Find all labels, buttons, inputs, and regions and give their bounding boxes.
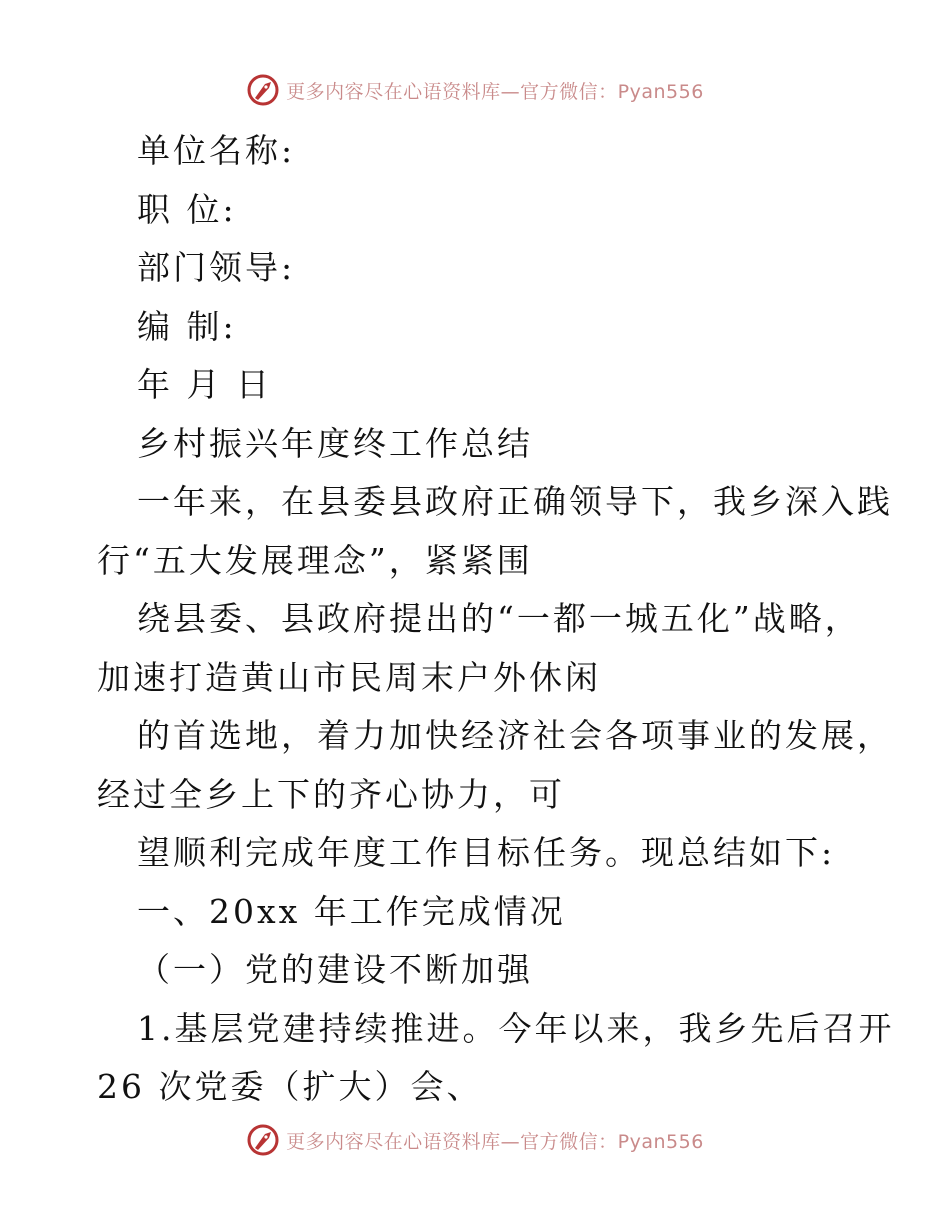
document-line: 行“五大发展理念”，紧紧围 xyxy=(97,540,533,580)
footer-banner-text: 更多内容尽在心语资料库—官方微信：Pyan556 xyxy=(286,1130,704,1153)
document-line: 乡村振兴年度终工作总结 xyxy=(137,423,533,463)
document-line: 编 制: xyxy=(137,306,237,346)
pen-nib-logo-icon xyxy=(246,1123,280,1157)
document-line: 26 次党委（扩大）会、 xyxy=(97,1067,483,1106)
document-line: 望顺利完成年度工作目标任务。现总结如下: xyxy=(137,833,836,872)
document-line: 绕县委、县政府提出的“一都一城五化”战略， xyxy=(137,599,861,638)
pen-nib-logo-icon xyxy=(246,73,280,107)
document-line: 一年来，在县委县政府正确领导下，我乡深入践 xyxy=(137,482,893,521)
document-line: （一）党的建设不断加强 xyxy=(137,950,533,989)
document-line: 经过全乡上下的齐心协力，可 xyxy=(97,774,565,814)
document-line: 一、20xx 年工作完成情况 xyxy=(137,891,566,931)
document-line: 部门领导: xyxy=(137,248,296,287)
document-line: 的首选地，着力加快经济社会各项事业的发展， xyxy=(137,716,893,755)
footer-banner xyxy=(0,1120,950,1160)
document-line: 单位名称: xyxy=(137,131,296,170)
header-banner xyxy=(0,70,950,110)
document-line: 1.基层党建持续推进。今年以来，我乡先后召开 xyxy=(137,1008,895,1048)
document-line: 年 月 日 xyxy=(137,365,272,404)
document-body xyxy=(97,122,895,1117)
document-line: 加速打造黄山市民周末户外休闲 xyxy=(97,657,601,697)
header-banner-text: 更多内容尽在心语资料库—官方微信：Pyan556 xyxy=(286,80,704,103)
document-line: 职 位: xyxy=(137,189,237,229)
